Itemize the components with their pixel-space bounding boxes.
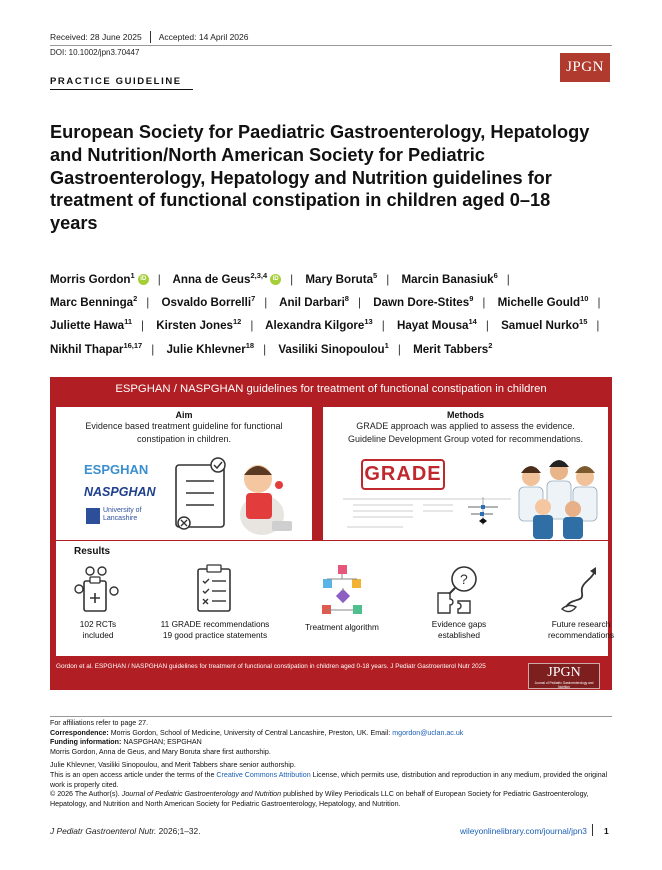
- doi[interactable]: DOI: 10.1002/jpn3.70447: [50, 48, 140, 57]
- affiliation-marker: 12: [232, 317, 242, 327]
- results-panel: [55, 540, 614, 657]
- affiliation-marker: 2: [133, 294, 138, 304]
- senior-authorship-note: Julie Khlevner, Vasiliki Sinopoulou, and Merit Tabbers share senior authorship.: [50, 761, 296, 770]
- creative-commons-link[interactable]: Creative Commons Attribution: [216, 770, 311, 779]
- author-name[interactable]: Anil Darbari$^8$: [279, 294, 349, 310]
- correspondence-note: Correspondence: Morris Gordon, School of Medicine, University of Central Lancashire, Preston, UK. Email: mgordon@uclan.ac.uk: [50, 728, 464, 737]
- forest-plot-thumbnail-icon: [343, 493, 513, 533]
- author-separator: |: [357, 296, 361, 310]
- author-name[interactable]: Samuel Nurko$^{15}$: [501, 317, 588, 333]
- result-caption: 11 GRADE recommendations 19 good practice statements: [160, 619, 270, 640]
- journal-logo: JPGN: [560, 53, 610, 82]
- footer-journal-logo: JPGN Journal of Pediatric Gastroenterology and Nutrition: [528, 663, 600, 689]
- author-separator: |: [151, 342, 155, 356]
- naspghan-logo: NASPGHAN: [84, 485, 156, 499]
- affiliation-marker: 6: [493, 271, 498, 280]
- license-note: This is an open access article under the terms of the Creative Commons Attribution License, which permits use, distribution and reproduction in any medium, provided the original work is properly cited.: [50, 770, 608, 789]
- aim-panel: [55, 406, 313, 546]
- author-name[interactable]: Marc Benninga$^2$: [50, 294, 138, 310]
- graphical-abstract-title: ESPGHAN / NASPGHAN guidelines for treatment of functional constipation in children: [115, 383, 547, 395]
- methods-text-2: Guideline Development Group voted for recommendations.: [347, 433, 584, 444]
- affiliation-marker: 1: [384, 340, 389, 350]
- methods-title: Methods: [447, 410, 484, 420]
- journal-reference: J Pediatr Gastroenterol Nutr. 2026;1–32.: [50, 826, 201, 836]
- first-authorship-note: Morris Gordon, Anna de Geus, and Mary Boruta share first authorship.: [50, 747, 271, 756]
- header-rule: [50, 45, 612, 46]
- affiliation-marker: 7: [251, 294, 256, 304]
- aim-title: Aim: [175, 410, 193, 420]
- result-caption: Treatment algorithm: [305, 622, 379, 632]
- author-name[interactable]: Juliette Hawa$^{11}$: [50, 317, 133, 333]
- orcid-icon[interactable]: iD: [270, 274, 281, 285]
- doctors-group-icon: [513, 455, 605, 541]
- article-dates: [50, 31, 248, 43]
- author-separator: |: [290, 272, 294, 286]
- author-separator: |: [381, 319, 385, 333]
- affiliation-marker: 9: [469, 294, 474, 304]
- affiliation-marker: 16,17: [123, 340, 143, 350]
- author-name[interactable]: Merit Tabbers$^2$: [413, 340, 493, 356]
- author-name[interactable]: Michelle Gould$^{10}$: [497, 294, 589, 310]
- author-name[interactable]: Marcin Banasiuk$^6$: [401, 271, 498, 286]
- affiliation-marker: 2,3,4: [250, 271, 268, 280]
- affiliation-marker: 11: [124, 317, 133, 327]
- author-name[interactable]: Vasiliki Sinopoulou$^1$: [278, 340, 389, 356]
- author-separator: |: [146, 296, 150, 310]
- checklist-icon: [196, 563, 234, 613]
- checklist-child-illustration-icon: [174, 455, 304, 541]
- author-name[interactable]: Nikhil Thapar$^{16,17}$: [50, 340, 143, 356]
- methods-text-1: GRADE approach was applied to assess the evidence.: [356, 421, 575, 431]
- affiliation-marker: 1: [130, 271, 135, 280]
- author-name[interactable]: Alexandra Kilgore$^{13}$: [265, 317, 373, 333]
- author-name[interactable]: Julie Khlevner$^{18}$: [166, 340, 255, 356]
- methods-panel: [322, 406, 609, 546]
- author-separator: |: [263, 342, 267, 356]
- author-separator: |: [596, 319, 600, 333]
- author-separator: |: [482, 296, 486, 310]
- footnotes: [50, 719, 612, 809]
- affiliations-note: For affiliations refer to page 27.: [50, 719, 149, 727]
- divider: [150, 31, 151, 43]
- author-name[interactable]: Hayat Mousa$^{14}$: [396, 317, 477, 333]
- uclan-shield-icon: [86, 508, 100, 524]
- author-separator: |: [597, 296, 601, 310]
- affiliation-marker: 2: [488, 340, 493, 350]
- result-caption: Future research recommendations: [548, 619, 614, 640]
- article-type: PRACTICE GUIDELINE: [50, 76, 182, 87]
- journal-url-link[interactable]: wileyonlinelibrary.com/journal/jpn3: [460, 826, 587, 836]
- author-name[interactable]: Dawn Dore-Stites$^9$: [373, 294, 474, 310]
- author-name[interactable]: Mary Boruta$^5$: [305, 271, 378, 286]
- copyright-note: © 2026 The Author(s). Journal of Pediatric Gastroenterology and Nutrition published by Wiley Periodicals LLC on behalf of European Society for Pediatric Gastroenterology, Hepatology, and Nutrition and North American Society for Pediatric Gastroenterology, Hepatology, and Nutrition.: [50, 790, 589, 808]
- results-title: Results: [74, 546, 111, 557]
- molecules-clipboard-icon: [74, 565, 122, 615]
- uclan-logo: University of Lancashire: [103, 507, 142, 522]
- author-name[interactable]: Anna de Geus$^{2,3,4}$ iD: [173, 273, 282, 286]
- espghan-logo: ESPGHAN: [84, 462, 149, 477]
- author-separator: |: [264, 296, 268, 310]
- footer-divider: [592, 824, 593, 836]
- author-separator: |: [485, 319, 489, 333]
- svg-text:?: ?: [460, 571, 468, 587]
- affiliation-marker: 18: [245, 340, 255, 350]
- affiliation-marker: 10: [580, 294, 589, 304]
- graphical-abstract: [50, 377, 612, 690]
- author-separator: |: [250, 319, 254, 333]
- affiliation-marker: 8: [344, 294, 349, 304]
- author-separator: |: [386, 272, 390, 286]
- funding-note: Funding information: NASPGHAN; ESPGHAN: [50, 738, 202, 747]
- footnote-rule: [50, 716, 612, 717]
- article-title: European Society for Paediatric Gastroenterology, Hepatology and Nutrition/North American Society for Pediatric Gastroenterology, Hepatology and Nutrition guidelines for treatment of functional constipation in children aged 0–18 years: [50, 122, 590, 234]
- accepted-date: Accepted: 14 April 2026: [158, 32, 249, 42]
- affiliation-marker: 13: [364, 317, 373, 327]
- author-separator: |: [397, 342, 401, 356]
- author-separator: |: [141, 319, 145, 333]
- affiliation-marker: 14: [468, 317, 477, 327]
- result-caption: Evidence gaps established: [431, 619, 487, 640]
- received-date: Received: 28 June 2025: [50, 32, 142, 42]
- affiliation-marker: 15: [579, 317, 588, 327]
- author-name[interactable]: Morris Gordon$^1$ iD: [50, 273, 149, 286]
- author-separator: |: [506, 272, 510, 286]
- result-caption: 102 RCTs included: [79, 619, 117, 640]
- grade-logo: GRADE: [361, 459, 445, 490]
- page-number: 1: [604, 826, 609, 836]
- author-separator: |: [157, 272, 161, 286]
- orcid-icon[interactable]: iD: [138, 274, 149, 285]
- correspondence-email-link[interactable]: mgordon@uclan.ac.uk: [392, 728, 464, 737]
- graphical-abstract-citation: Gordon et al. ESPGHAN / NASPGHAN guidelines for treatment of functional constipation in children aged 0-18 years. J Pediatr Gastroenterol Nutr 2025: [56, 663, 486, 670]
- affiliation-marker: 5: [373, 271, 378, 280]
- upward-arrow-path-icon: [558, 563, 604, 615]
- article-type-underline: [50, 89, 193, 90]
- author-name[interactable]: Kirsten Jones$^{12}$: [156, 317, 242, 333]
- puzzle-question-icon: [434, 563, 484, 615]
- aim-text: Evidence based treatment guideline for functional constipation in children.: [85, 421, 283, 444]
- flowchart-icon: [317, 563, 367, 619]
- author-list: [50, 266, 610, 359]
- author-name[interactable]: Osvaldo Borrelli$^7$: [161, 294, 256, 310]
